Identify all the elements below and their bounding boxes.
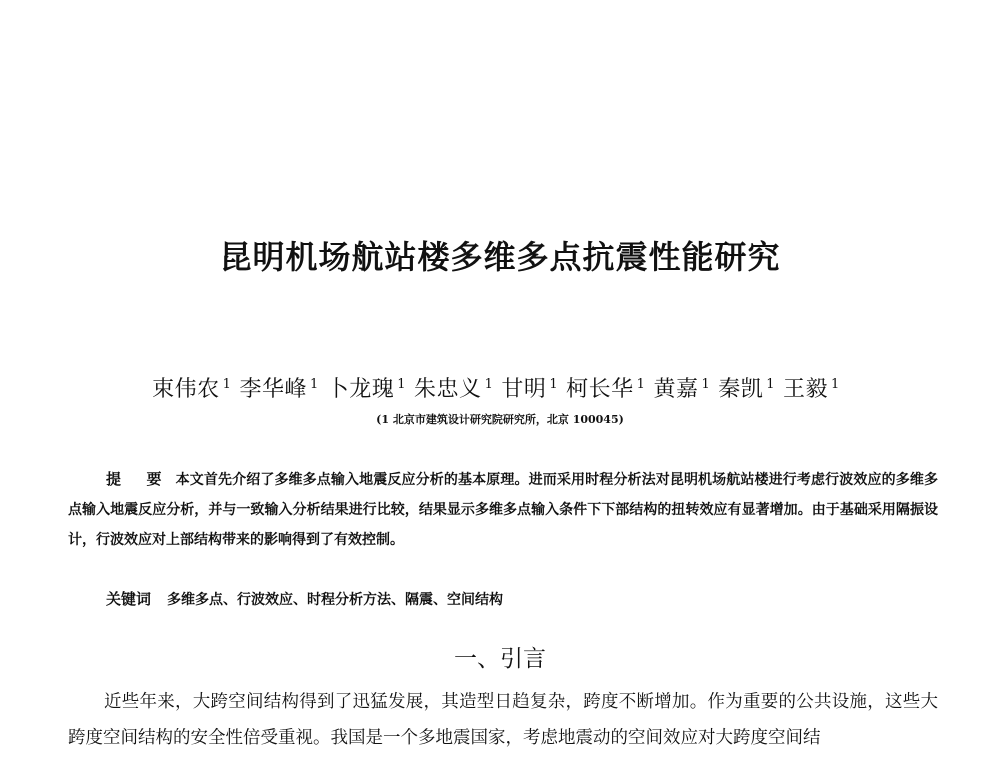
affiliation-mark: 1	[701, 377, 711, 392]
affiliation-mark: 1	[484, 377, 494, 392]
abstract-label: 提 要	[106, 470, 172, 488]
keywords-label: 关键词	[106, 590, 152, 608]
abstract-text: 本文首先介绍了多维多点输入地震反应分析的基本原理。进而采用时程分析法对昆明机场航站楼进行考虑行波效应的多维多点输入地震反应分析，并与一致输入分析结果进行比较，结果显示多维多点输入条件下下部结构的扭转效应有显著增加。由于基础采用隔振设计，行波效应对上部结构带来的影响得到了有效控制。	[68, 472, 938, 548]
author	[718, 372, 783, 403]
affiliation-mark: 1	[397, 377, 407, 392]
author	[152, 372, 239, 403]
author-name: 卜龙瑰	[326, 377, 395, 402]
abstract	[68, 464, 938, 555]
author	[653, 372, 718, 403]
author-name: 柯长华	[566, 377, 634, 402]
author-name: 朱忠义	[414, 377, 482, 402]
author	[566, 372, 653, 403]
section-heading: 一、引言	[454, 646, 546, 672]
author-name: 秦凯	[718, 377, 764, 402]
author-list	[0, 372, 1000, 403]
affiliation-mark: 1	[636, 377, 646, 392]
author-name: 束伟农	[152, 377, 220, 402]
affiliation-mark: 1	[766, 377, 776, 392]
affiliation-mark: 1	[222, 377, 232, 392]
affiliation-mark: 1	[831, 377, 840, 392]
author	[501, 372, 566, 403]
section-body-text: 近些年来，大跨空间结构得到了迅猛发展，其造型日趋复杂，跨度不断增加。作为重要的公共设施，这些大跨度空间结构的安全性倍受重视。我国是一个多地震国家，考虑地震动的空间效应对大跨度空间结	[68, 692, 938, 748]
author	[239, 372, 326, 403]
author	[783, 372, 848, 403]
author	[414, 372, 501, 403]
keywords-text: 多维多点、行波效应、时程分析方法、隔震、空间结构	[167, 592, 504, 608]
paper-title: 昆明机场航站楼多维多点抗震性能研究	[219, 238, 781, 276]
author-name: 李华峰	[239, 377, 307, 402]
affiliation: (1 北京市建筑设计研究院研究所，北京 100045)	[376, 413, 624, 426]
author-name: 黄嘉	[653, 377, 699, 402]
affiliation-mark: 1	[549, 377, 559, 392]
keywords	[106, 588, 946, 609]
author-name: 王毅	[783, 377, 829, 402]
affiliation-mark: 1	[309, 377, 319, 392]
author	[327, 372, 414, 403]
author-name: 甘明	[501, 377, 547, 402]
